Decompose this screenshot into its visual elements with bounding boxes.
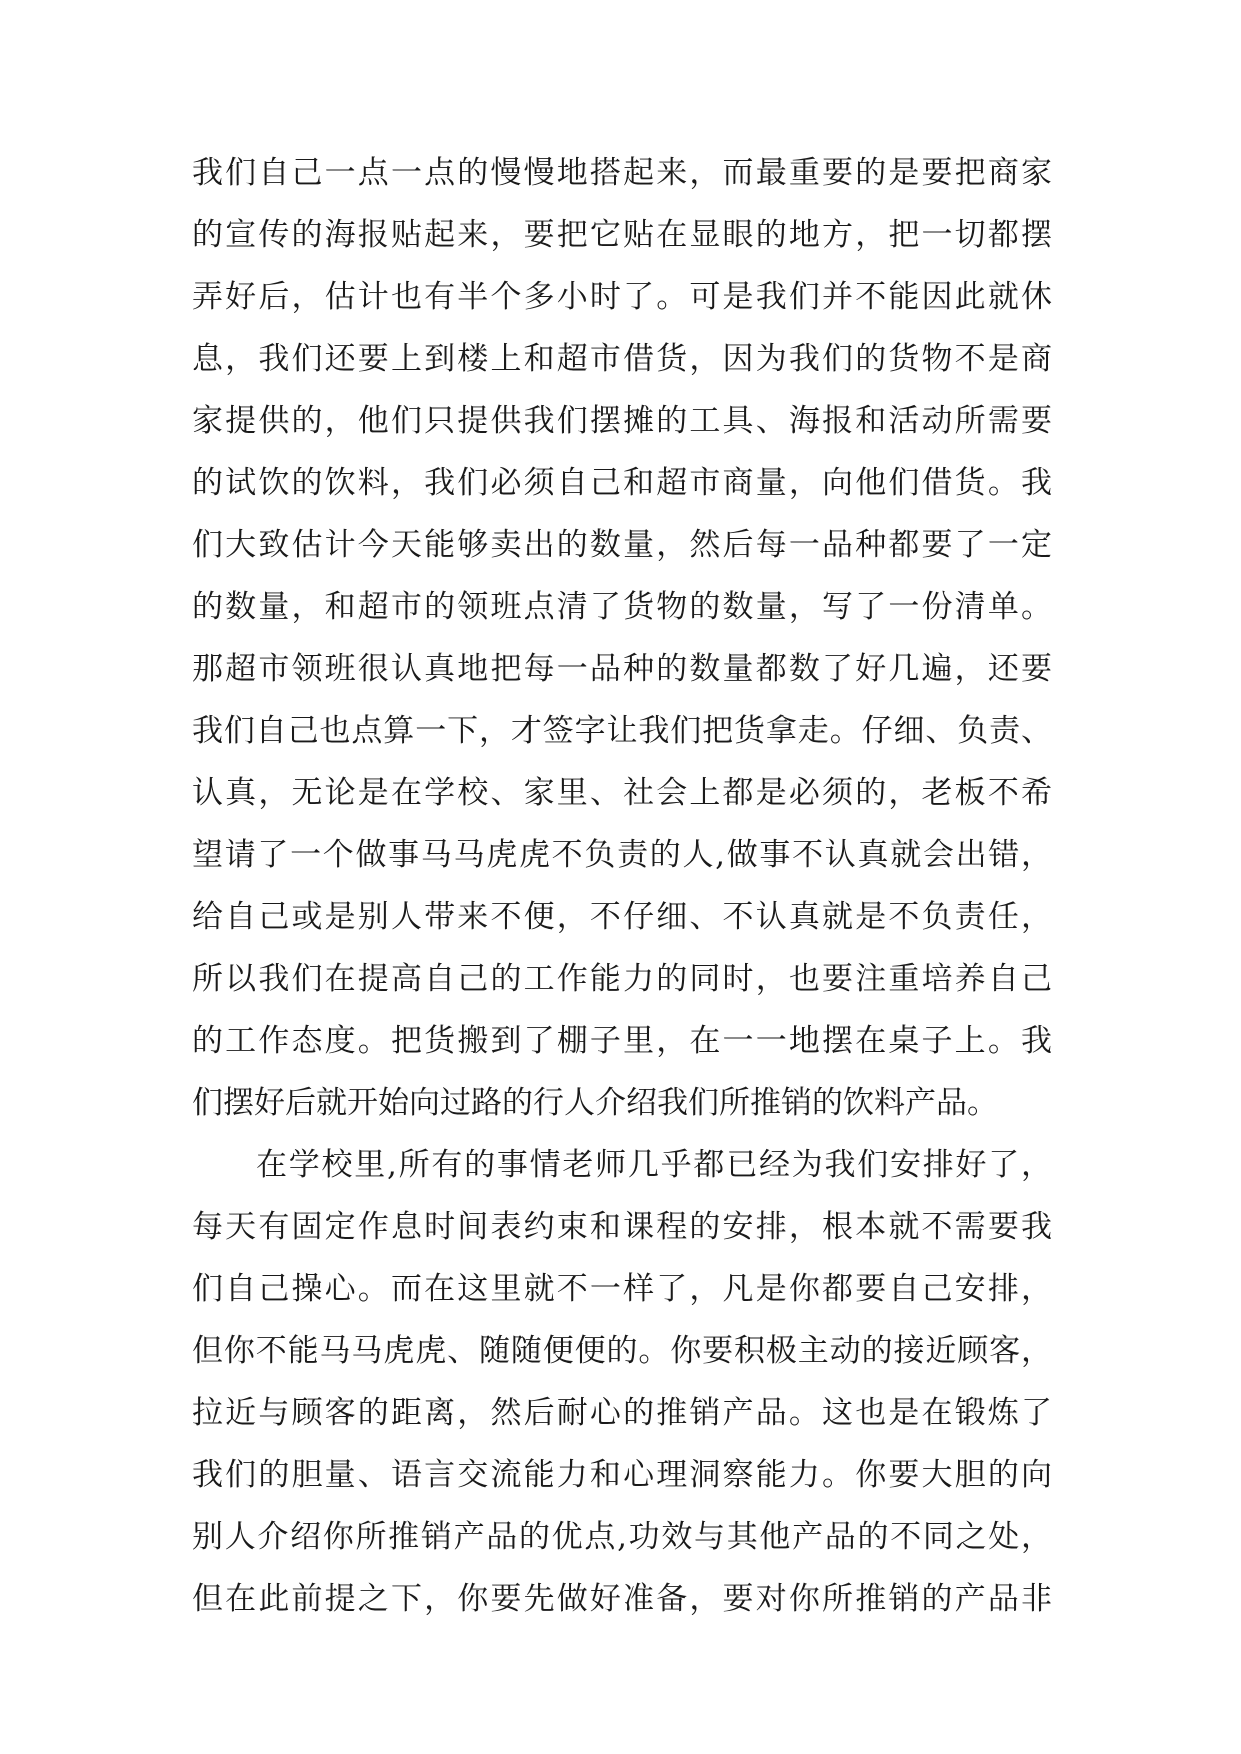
- text-line: 们自己操心。而在这里就不一样了，凡是你都要自己安排，: [192, 1271, 1052, 1307]
- text-line: 望请了一个做事马马虎虎不负责的人,做事不认真就会出错，: [192, 837, 1052, 873]
- text-line: 们摆好后就开始向过路的行人介绍我们所推销的饮料产品。: [192, 1085, 998, 1121]
- text-line: 那超市领班很认真地把每一品种的数量都数了好几遍，还要: [192, 651, 1052, 687]
- text-line: 的试饮的饮料，我们必须自己和超市商量，向他们借货。我: [192, 465, 1052, 501]
- text-line: 我们自己也点算一下，才签字让我们把货拿走。仔细、负责、: [192, 713, 1052, 749]
- text-line: 息，我们还要上到楼上和超市借货，因为我们的货物不是商: [192, 341, 1052, 377]
- text-line: 们大致估计今天能够卖出的数量，然后每一品种都要了一定: [192, 527, 1052, 563]
- text-line: 但在此前提之下，你要先做好准备，要对你所推销的产品非: [192, 1581, 1052, 1617]
- text-line: 每天有固定作息时间表约束和课程的安排，根本就不需要我: [192, 1209, 1052, 1245]
- text-line: 给自己或是别人带来不便，不仔细、不认真就是不负责任，: [192, 899, 1052, 935]
- text-line: 的工作态度。把货搬到了棚子里，在一一地摆在桌子上。我: [192, 1023, 1052, 1059]
- text-line: 弄好后，估计也有半个多小时了。可是我们并不能因此就休: [192, 279, 1052, 315]
- text-line: 我们的胆量、语言交流能力和心理洞察能力。你要大胆的向: [192, 1457, 1052, 1493]
- text-line: 拉近与顾客的距离，然后耐心的推销产品。这也是在锻炼了: [192, 1395, 1052, 1431]
- text-line: 别人介绍你所推销产品的优点,功效与其他产品的不同之处，: [192, 1519, 1052, 1555]
- text-line: 所以我们在提高自己的工作能力的同时，也要注重培养自己: [192, 961, 1052, 997]
- text-line: 我们自己一点一点的慢慢地搭起来，而最重要的是要把商家: [192, 155, 1052, 191]
- text-line: 家提供的，他们只提供我们摆摊的工具、海报和活动所需要: [192, 403, 1052, 439]
- text-line: 但你不能马马虎虎、随随便便的。你要积极主动的接近顾客，: [192, 1333, 1052, 1369]
- text-line: 的数量，和超市的领班点清了货物的数量，写了一份清单。: [192, 589, 1052, 625]
- text-line: 认真，无论是在学校、家里、社会上都是必须的，老板不希: [192, 775, 1052, 811]
- text-line: 在学校里,所有的事情老师几乎都已经为我们安排好了，: [256, 1147, 1052, 1183]
- text-line: 的宣传的海报贴起来，要把它贴在显眼的地方，把一切都摆: [192, 217, 1052, 253]
